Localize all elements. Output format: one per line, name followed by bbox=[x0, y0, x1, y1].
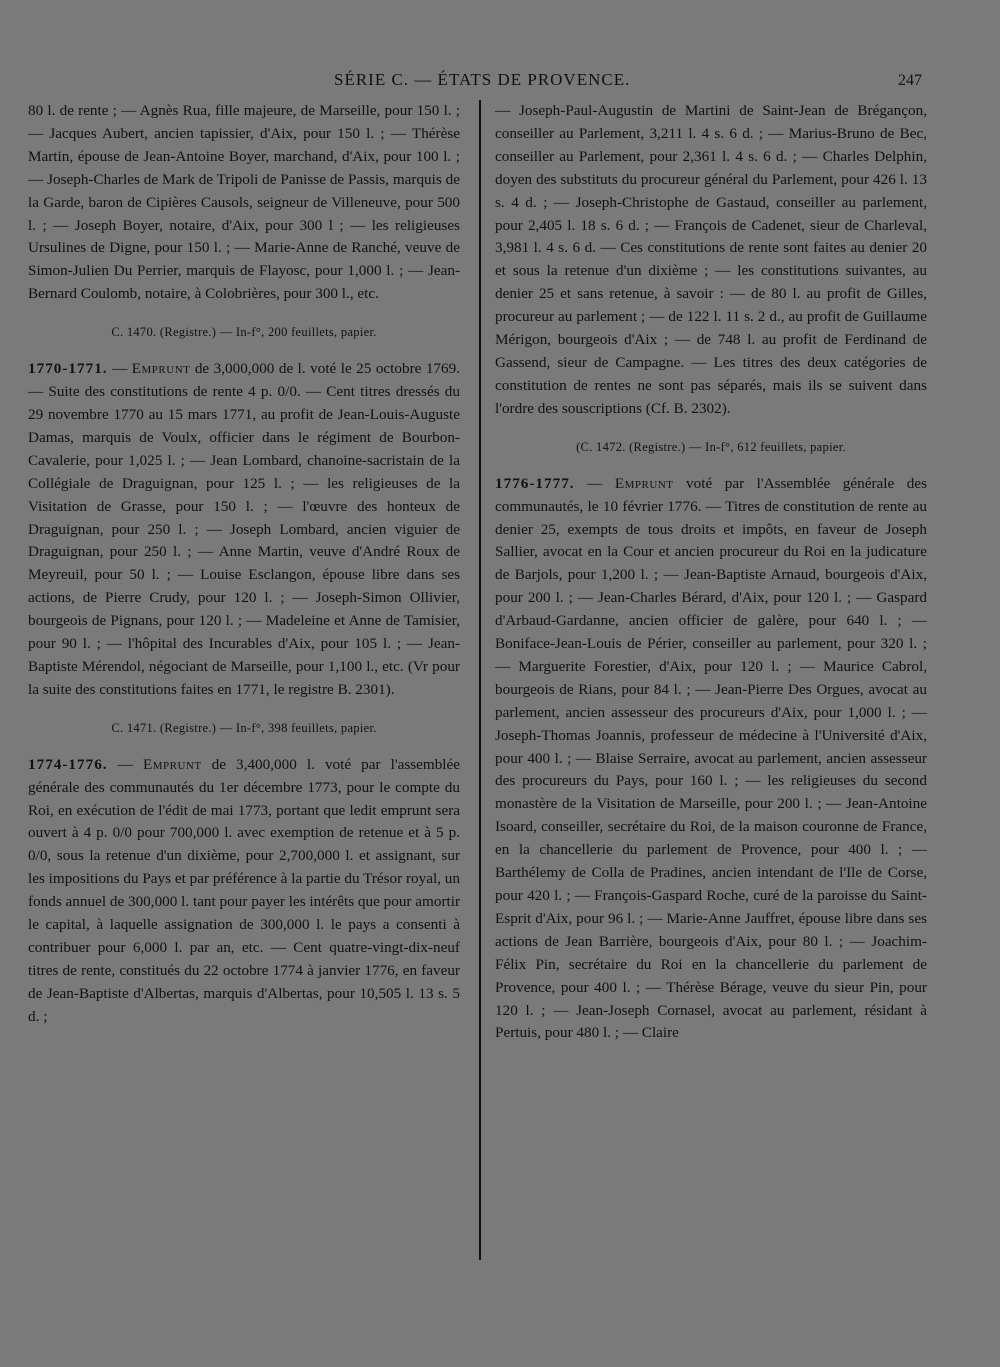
entry-keyword: Emprunt bbox=[614, 474, 674, 492]
entry: 1776-1777. — Emprunt voté par l'Assemblée générale des communautés, le 10 février 1776. — Titres de constitution de rente au denier 25, exempts de tous droits et impôts, en faveur de Joseph Sallier, avocat en la Cour et ancien procureur du Roi en la judicature de Barjols, pour 1,200 l. ; — Jean-Baptiste Arnaud, bourgeois d'Aix, pour 200 l. ; — Jean-Charles Bérard, d'Aix, pour 120 l. ; — Gaspard d'Arbaud-Gardanne, ancien officier de galère, pour 640 l. ; — Boniface-Jean-Louis de Périer, conseiller au parlement, pour 320 l. ; — Marguerite Forestier, d'Aix, pour 120 l. ; — Maurice Cabrol, bourgeois de Rians, pour 84 l. ; — Jean-Pierre Des Orgues, avocat au parlement, ancien assesseur des procureurs d'Aix, pour 1,000 l. ; — Joseph-Thomas Joannis, professeur de médecine à l'Université d'Aix, pour 400 l. ; — Blaise Serraire, avocat au parlement, ancien assesseur des procureurs du Pays, pour 160 l. ; — les religieuses du second monastère de la Visitation de Marseille, pour 200 l. ; — Jean-Antoine Isoard, conseiller, secrétaire du Roi, de la maison couronne de France, en la chancellerie du parlement de Provence, pour 400 l. ; — Barthélemy de Colla de Pradines, ancien intendant de l'Ile de Corse, pour 420 l. ; — François-Gaspard Roche, curé de la paroisse du Saint-Esprit d'Aix, pour 96 l. ; — Marie-Anne Jauffret, épouse libre dans ses actions de Jean Barrière, bourgeois d'Aix, pour 80 l. ; — Joachim-Félix Pin, secrétaire du Roi en la chancellerie du parlement de Provence, pour 400 l. ; — Thérèse Bérage, veuve du sieur Pin, pour 120 l. ; — Jean-Joseph Cornasel, avocat au parlement, résidant à Pertuis, pour 480 l. ; — Claire bbox=[495, 474, 928, 1042]
page-number: 247 bbox=[898, 72, 922, 89]
entry: 1770-1771. — Emprunt de 3,000,000 de l. voté le 25 octobre 1769. — Suite des constitutions de rente 4 p. 0/0. — Cent titres dressés du 29 novembre 1770 au 15 mars 1771, au profit de Jean-Louis-Auguste Damas, marquis de Voulx, officier dans le régiment de Bourbon-Cavalerie, pour 1,025 l. ; — Jean Lombard, chanoine-sacristain de la Collégiale de Draguignan, pour 125 l. ; — les religieuses de la Visitation de Grasse, pour 150 l. ; — l'œuvre des honteux de Draguignan, pour 250 l. ; — Joseph Lombard, ancien viguier de Draguignan, pour 250 l. ; — Anne Martin, veuve d'André Roux de Meyreuil, pour 50 l. ; — Louise Esclangon, épouse libre dans ses actions, de Pierre Crudy, pour 120 l. ; — Joseph-Simon Ollivier, bourgeois de Pignans, pour 120 l. ; — Madeleine et Anne de Tamisier, pour 90 l. ; — l'hôpital des Incurables d'Aix, pour 105 l. ; — Jean-Baptiste Mérendol, négociant de Marseille, pour 1,100 l., etc. (Vr pour la suite des constitutions faites en 1771, le registre B. 2301). bbox=[28, 360, 460, 698]
left-column bbox=[28, 100, 460, 1029]
archive-reference: C. 1470. (Registre.) — In-f°, 200 feuillets, papier. bbox=[111, 325, 377, 340]
entry-date: 1774-1776. bbox=[28, 755, 108, 773]
column-divider bbox=[479, 100, 481, 1260]
entry: 1774-1776. — Emprunt de 3,400,000 l. voté par l'assemblée générale des communautés du 1er décembre 1773, pour le compte du Roi, en exécution de l'édit de mai 1773, portant que ledit emprunt sera ouvert à 4 p. 0/0 pour 700,000 l. avec exemption de retenue et à 5 p. 0/0, sous la retenue d'un dixième, pour 2,700,000 l. et assignant, sur les impositions du Pays et par préférence à la partie du Trésor royal, un fonds annuel de 300,000 l. tant pour payer les intérêts que pour amortir le capital, à laquelle assignation de 300,000 l. le pays a consenti à contribuer pour 6,000 l. par an, etc. — Cent quatre-vingt-dix-neuf titres de rente, constitués du 22 octobre 1774 à janvier 1776, en faveur de Jean-Baptiste d'Albertas, marquis d'Albertas, pour 10,505 l. 13 s. 5 d. ; bbox=[28, 755, 461, 1025]
entry-keyword: Emprunt bbox=[131, 360, 191, 378]
archive-reference: C. 1471. (Registre.) — In-f°, 398 feuillets, papier. bbox=[111, 720, 377, 735]
paragraph: — Joseph-Paul-Augustin de Martini de Saint-Jean de Brégançon, conseiller au Parlement, 3,211 l. 4 s. 6 d. ; — Marius-Bruno de Bec, conseiller au Parlement, pour 2,361 l. 4 s. 6 d. ; — Charles Delphin, doyen des substituts du procureur général du Parlement, pour 426 l. 13 s. 4 d. ; — Joseph-Christophe de Gastaud, conseiller au parlement, pour 2,405 l. 18 s. 6 d. ; — François de Cadenet, sieur de Charleval, 3,981 l. 4 s. 6 d. — Ces constitutions de rente sont faites au denier 20 et sous la retenue d'un dixième ; — les constitutions suivantes, au denier 25 et sans retenue, à savoir : — de 80 l. au profit de Gilles, procureur au parlement ; — de 122 l. 11 s. 2 d., au profit de Guillaume Mérigon, bourgeois d'Aix ; — de 748 l. au profit de Ferdinand de Gassend, sieur de Campagne. — Les titres des deux catégories de constitution de rentes ne sont pas séparés, mais ils se suivent dans l'ordre des souscriptions (Cf. B. 2302). bbox=[495, 102, 927, 417]
page-header bbox=[0, 70, 1000, 94]
entry-date: 1776-1777. bbox=[495, 474, 575, 492]
page-title: SÉRIE C. — ÉTATS DE PROVENCE. bbox=[334, 70, 631, 89]
entry-text: voté par l'Assemblée générale des communautés, le 10 février 1776. — Titres de constitution de rente au denier 25, exempts de tous droits et impôts, en faveur de Joseph Sallier, avocat en la Cour et ancien procureur du Roi en la judicature de Barjols, pour 1,200 l. ; — Jean-Baptiste Arnaud, bourgeois d'Aix, pour 200 l. ; — Jean-Charles Bérard, d'Aix, pour 120 l. ; — Gaspard d'Arbaud-Gardanne, ancien officier de galère, pour 640 l. ; — Boniface-Jean-Louis de Périer, conseiller au parlement, pour 320 l. ; — Marguerite Forestier, d'Aix, pour 120 l. ; — Maurice Cabrol, bourgeois de Rians, pour 84 l. ; — Jean-Pierre Des Orgues, avocat au parlement, ancien assesseur des procureurs d'Aix, pour 1,000 l. ; — Joseph-Thomas Joannis, professeur de médecine à l'Université d'Aix, pour 400 l. ; — Blaise Serraire, avocat au parlement, ancien assesseur des procureurs du Pays, pour 160 l. ; — les religieuses du second monastère de la Visitation de Marseille, pour 200 l. ; — Jean-Antoine Isoard, conseiller, secrétaire du Roi, de la maison couronne de France, en la chancellerie du parlement de Provence, pour 400 l. ; — Barthélemy de Colla de Pradines, ancien intendant de l'Ile de Corse, pour 420 l. ; — François-Gaspard Roche, curé de la paroisse du Saint-Esprit d'Aix, pour 96 l. ; — Marie-Anne Jauffret, épouse libre dans ses actions de Jean Barrière, bourgeois d'Aix, pour 80 l. ; — Joachim-Félix Pin, secrétaire du Roi en la chancellerie du parlement de Provence, pour 400 l. ; — Thérèse Bérage, veuve du sieur Pin, pour 120 l. ; — Jean-Joseph Cornasel, avocat au parlement, résidant à Pertuis, pour 480 l. ; — Claire bbox=[495, 474, 928, 1042]
right-column bbox=[495, 100, 927, 1045]
paragraph: 80 l. de rente ; — Agnès Rua, fille majeure, de Marseille, pour 150 l. ; — Jacques Aubert, ancien tapissier, d'Aix, pour 150 l. ; — Thérèse Martin, épouse de Jean-Antoine Boyer, marchand, d'Aix, pour 100 l. ; — Joseph-Charles de Mark de Tripoli de Panisse de Passis, marquis de la Garde, baron de Cipières Causols, seigneur de Villeneuve, pour 500 l. ; — Joseph Boyer, notaire, d'Aix, pour 300 l ; — les religieuses Ursulines de Digne, pour 150 l. ; — Marie-Anne de Ranché, veuve de Simon-Julien Du Perrier, marquis de Flayosc, pour 1,000 l. ; — Jean-Bernard Coulomb, notaire, à Colobrières, pour 300 l., etc. bbox=[28, 102, 460, 303]
entry-date: 1770-1771. bbox=[28, 360, 108, 378]
entry-keyword: Emprunt bbox=[142, 755, 202, 773]
archive-reference: (C. 1472. (Registre.) — In-f°, 612 feuillets, papier. bbox=[576, 439, 846, 454]
entry-text: de 3,000,000 de l. voté le 25 octobre 1769. — Suite des constitutions de rente 4 p. 0/0. — Cent titres dressés du 29 novembre 1770 au 15 mars 1771, au profit de Jean-Louis-Auguste Damas, marquis de Voulx, officier dans le régiment de Bourbon-Cavalerie, pour 1,025 l. ; — Jean Lombard, chanoine-sacristain de la Collégiale de Draguignan, pour 125 l. ; — les religieuses de la Visitation de Grasse, pour 150 l. ; — l'œuvre des honteux de Draguignan, pour 250 l. ; — Joseph Lombard, ancien viguier de Draguignan, pour 250 l. ; — Anne Martin, veuve d'André Roux de Meyreuil, pour 50 l. ; — Louise Esclangon, épouse libre dans ses actions, de Pierre Crudy, pour 120 l. ; — Joseph-Simon Ollivier, bourgeois de Pignans, pour 120 l. ; — Madeleine et Anne de Tamisier, pour 90 l. ; — l'hôpital des Incurables d'Aix, pour 105 l. ; — Jean-Baptiste Mérendol, négociant de Marseille, pour 1,100 l., etc. (Vr pour la suite des constitutions faites en 1771, le registre B. 2301). bbox=[28, 360, 460, 698]
entry-text: de 3,400,000 l. voté par l'assemblée générale des communautés du 1er décembre 1773, pour le compte du Roi, en exécution de l'édit de mai 1773, portant que ledit emprunt sera ouvert à 4 p. 0/0 pour 700,000 l. avec exemption de retenue et à 5 p. 0/0, sous la retenue d'un dixième, pour 2,700,000 l. et assignant, sur les impositions du Pays et par préférence à la partie du Trésor royal, un fonds annuel de 300,000 l. tant pour payer les intérêts que pour amortir le capital, à laquelle assignation de 300,000 l. le pays a consenti à contribuer pour 6,000 l. par an, etc. — Cent quatre-vingt-dix-neuf titres de rente, constitués du 22 octobre 1774 à janvier 1776, en faveur de Jean-Baptiste d'Albertas, marquis d'Albertas, pour 10,505 l. 13 s. 5 d. ; bbox=[28, 755, 461, 1025]
